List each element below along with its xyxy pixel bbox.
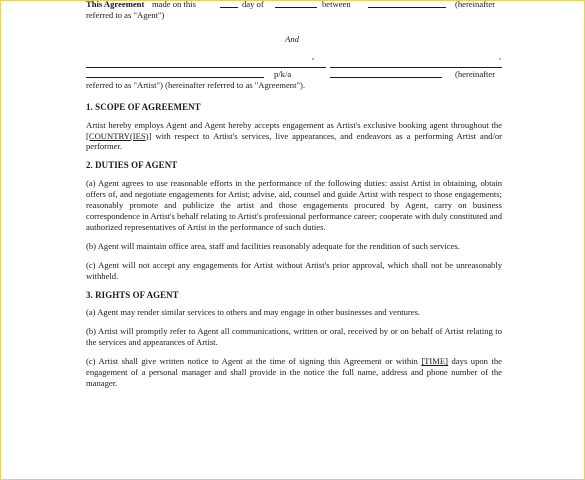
scope-text-after: with respect to Artist's services, live appearances, and endeavors as a performing Artist and/or performer. [86, 130, 502, 152]
artist-name-blank[interactable] [86, 69, 264, 78]
rights-paragraph-c [86, 356, 502, 389]
agreement-page [86, 0, 502, 397]
hereinafter-text-2: (hereinafter [455, 68, 496, 79]
duties-paragraph-b: (b) Agent will maintain office area, staff and facilities reasonably adequate for the rendition of such services. [86, 240, 460, 251]
day-blank[interactable] [220, 0, 238, 8]
section-heading-duties: 2. DUTIES OF AGENT [86, 160, 178, 171]
comma-2: , [499, 50, 502, 61]
between-text: between [322, 0, 351, 9]
artist-legal-name-blank[interactable] [86, 59, 326, 68]
section-heading-scope: 1. SCOPE OF AGREEMENT [86, 101, 201, 112]
country-field[interactable]: [COUNTRY(IES)] [86, 130, 152, 141]
referred-artist-text: referred to as "Artist") (hereinafter referred to as "Agreement"). [86, 79, 305, 90]
agreement-lead: This Agreement [86, 0, 145, 9]
month-blank[interactable] [275, 0, 317, 8]
pka-text: p/k/a [274, 68, 292, 79]
rights-paragraph-b: (b) Artist will promptly refer to Agent all communications, written or oral, received by or on behalf of Artist relating to the services and appearances of Artist. [86, 326, 502, 348]
referred-agent-text: referred to as "Agent") [86, 10, 165, 20]
hereinafter-text-1: (hereinafter [455, 0, 496, 9]
rights-c-text-before: (c) Artist shall give written notice to Agent at the time of signing this Agreement or within [86, 356, 418, 367]
made-on-text: made on this [152, 0, 196, 9]
rights-paragraph-a: (a) Agent may render similar services to others and may engage in other businesses and ventures. [86, 307, 421, 318]
intro-pka-line [86, 69, 502, 80]
duties-paragraph-a: (a) Agent agrees to use reasonable efforts in the performance of the following duties: assist Artist in obtaining, obtain offers of, and negotiate engagements for Artist; advise, aid, counsel and guide Artist with respect to those engagements; reasonably promote and publicize the artist and those engagements procured by Agent, carry on business correspondence in Artist's behalf relating to Artist's professional performance career; cooperate with duly constituted and authorized representatives of Artist in the performance of such duties. [86, 178, 502, 232]
section-heading-rights: 3. RIGHTS OF AGENT [86, 289, 179, 300]
intro-line-1 [86, 0, 502, 10]
duties-paragraph-c: (c) Agent will not accept any engagements for Artist without Artist's prior approval, which shall not be unreasonably withheld. [86, 259, 502, 281]
artist-second-name-blank[interactable] [330, 59, 502, 68]
day-of-text: day of [242, 0, 264, 9]
agent-name-blank[interactable] [368, 0, 446, 8]
scope-paragraph [86, 120, 502, 153]
rights-c-text-after: days upon the engagement of a personal manager and shall provide in the notice the full name, address and phone number of the manager. [86, 356, 502, 388]
comma-1: , [312, 50, 315, 61]
and-text: And [285, 33, 299, 44]
time-field[interactable]: [TIME] [421, 356, 449, 367]
scope-text-before: Artist hereby employs Agent and Agent hereby accepts engagement as Artist's exclusive booking agent throughout the [86, 119, 502, 130]
stage-name-blank[interactable] [330, 69, 442, 78]
